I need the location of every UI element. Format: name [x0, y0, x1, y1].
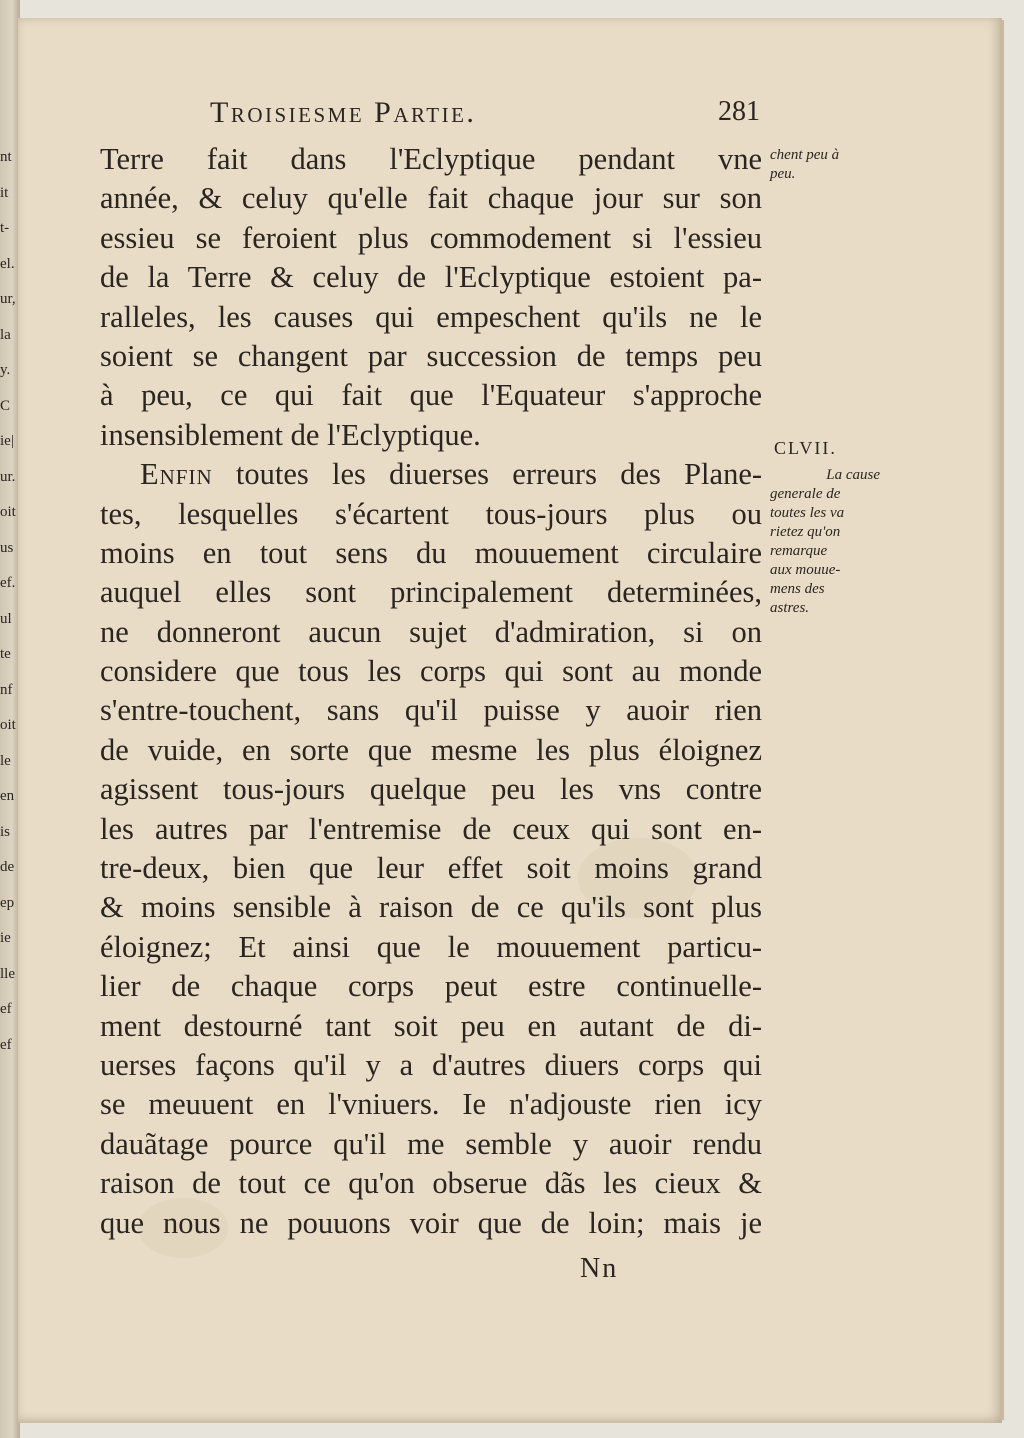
facing-fragment: oit: [0, 717, 16, 733]
text-line: se meuuent en l'vniuers. Ie n'adjouste rien icy: [100, 1087, 762, 1122]
margin-note-top: [770, 146, 880, 184]
catchword: Nn: [580, 1253, 619, 1284]
section-number: CLVII.: [774, 438, 837, 458]
text-line: auquel elles sont principalement determinées,: [100, 575, 762, 610]
text-line: raison de tout ce qu'on obserue dãs les cieux &: [100, 1166, 762, 1201]
facing-fragment: ie|: [0, 433, 14, 449]
facing-fragment: oit: [0, 504, 16, 520]
text-line: dauãtage pource qu'il me semble y auoir rendu: [100, 1126, 762, 1161]
facing-fragment: C: [0, 397, 11, 414]
margin-line: generale de: [770, 486, 841, 502]
text-line: éloignez; Et ainsi que le mouuement particu-: [100, 929, 762, 964]
facing-fragment: de: [0, 859, 15, 875]
text-line: agissent tous-jours quelque peu les vns contre: [100, 772, 762, 807]
text-line: considere que tous les corps qui sont au monde: [100, 654, 762, 689]
text-line: s'entre-touchent, sans qu'il puisse y auoir rien: [100, 693, 762, 728]
margin-line: astres.: [770, 600, 810, 616]
facing-fragment: nt: [0, 149, 12, 165]
text-line: & moins sensible à raison de ce qu'ils sont plus: [100, 890, 762, 925]
text-line: tes, lesquelles s'écartent tous-jours plus ou: [100, 496, 762, 531]
text-line-rest: toutes les diuerses erreurs des Plane-: [235, 457, 763, 492]
page-fore-edge: [1000, 20, 1004, 1420]
margin-line: rietez qu'on: [770, 524, 841, 540]
facing-fragment: is: [0, 823, 11, 840]
facing-fragment: ef: [0, 1036, 12, 1053]
text-line: les autres par l'entremise de ceux qui sont en-: [100, 811, 762, 846]
page-number: 281: [718, 96, 760, 127]
facing-fragment: te: [0, 646, 11, 662]
text-line: ne donneront aucun sujet d'admiration, si on: [100, 614, 762, 649]
facing-fragment: en: [0, 788, 15, 804]
facing-fragment: la: [0, 326, 11, 343]
text-line: année, & celuy qu'elle fait chaque jour sur son: [100, 181, 762, 216]
margin-line: remarque: [770, 543, 828, 559]
margin-note-section: [770, 466, 880, 618]
text-line: à peu, ce qui fait que l'Equateur s'approche: [100, 378, 762, 413]
text-line: de vuide, en sorte que mesme les plus éloignez: [100, 732, 762, 767]
paragraph-lead-word: Enfin: [140, 457, 213, 492]
text-line: Terre fait dans l'Eclyptique pendant vne: [100, 142, 762, 176]
margin-line: toutes les va: [770, 505, 845, 521]
facing-fragment: nf: [0, 681, 13, 698]
facing-page-fragment: [0, 140, 18, 1320]
margin-line: mens des: [770, 581, 825, 597]
facing-fragment: it: [0, 184, 9, 201]
facing-fragment: ef: [0, 1001, 12, 1017]
facing-fragment: ef.: [0, 575, 16, 591]
facing-fragment: le: [0, 752, 11, 769]
text-line: que nous ne pouuons voir que de loin; mais je: [100, 1205, 762, 1240]
margin-line: aux mouue-: [770, 562, 841, 578]
facing-fragment: us: [0, 539, 14, 556]
margin-line: chent peu à: [770, 147, 840, 163]
text-line: ralleles, les causes qui empeschent qu'ils ne le: [100, 299, 762, 334]
text-line: essieu se feroient plus commodement si l'essieu: [100, 220, 762, 255]
text-line: uerses façons qu'il y a d'autres diuers corps qui: [100, 1047, 762, 1082]
facing-fragment: ur.: [0, 468, 16, 485]
margin-line: peu.: [770, 166, 796, 182]
text-line: moins en tout sens du mouuement circulaire: [100, 535, 762, 570]
text-line: de la Terre & celuy de l'Eclyptique estoient pa-: [100, 260, 762, 295]
facing-fragment: t-: [0, 220, 10, 236]
facing-fragment: ie: [0, 930, 11, 946]
facing-fragment: y.: [0, 362, 11, 378]
margin-line: La cause: [826, 467, 880, 483]
facing-fragment: lle: [0, 965, 15, 982]
text-line: soient se changent par succession de temps peu: [100, 338, 762, 373]
facing-fragment: ul: [0, 610, 12, 627]
text-line: lier de chaque corps peut estre continuelle-: [100, 969, 762, 1004]
facing-fragment: el.: [0, 255, 15, 272]
text-line-paragraph-start: [100, 455, 762, 494]
text-line: insensiblement de l'Eclyptique.: [100, 417, 481, 452]
body-text: [100, 140, 762, 1243]
text-line: tre-deux, bien que leur effet soit moins grand: [100, 851, 762, 886]
facing-fragment: ur,: [0, 291, 16, 307]
text-line: ment destourné tant soit peu en autant de di-: [100, 1008, 762, 1043]
facing-fragment: ep: [0, 894, 15, 911]
running-title: Troisiesme Partie.: [210, 96, 477, 129]
running-header: [210, 96, 770, 132]
